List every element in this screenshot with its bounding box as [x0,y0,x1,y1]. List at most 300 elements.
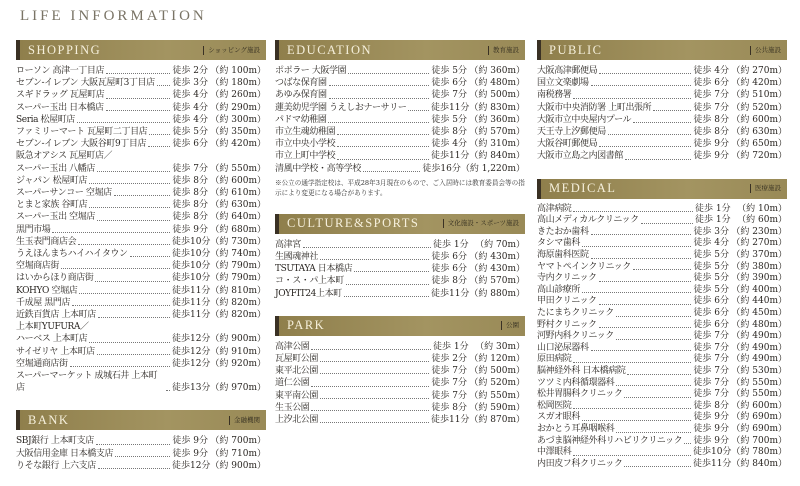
walk-time: 徒歩 6分 [693,319,730,330]
education-list [275,65,525,175]
list-item [275,65,525,77]
walk-time: 徒歩 7分 [431,366,468,377]
list-item [16,211,266,223]
list-item [275,114,525,126]
list-item [275,239,525,251]
facility-name: はいからほり商店街 [16,273,94,284]
dot-leader [627,374,691,375]
walk-time: 徒歩 9分 [172,448,209,459]
dot-leader [653,110,691,111]
distance: （約 120m） [469,354,525,365]
facility-name: 上汐北公園 [275,415,319,426]
distance: （約 490m） [731,354,787,365]
walk-time: 徒歩11分 [692,458,732,469]
dot-leader [89,183,170,184]
distance: （約 430m） [469,252,525,263]
walk-time: 徒歩 8分 [431,127,468,138]
facility-name: 高津公園 [275,341,310,352]
list-item [275,341,525,353]
list-item [537,262,787,274]
distance: （約 790m） [210,273,266,284]
dot-leader [114,195,171,196]
public-header-title: PUBLIC [549,42,603,57]
dot-leader [344,296,429,297]
public-header-subtitle: 公共施設 [750,46,781,55]
dot-leader [363,171,420,172]
walk-time: 徒歩 1分 [695,215,731,226]
facility-name: スーパーサンコー 空堀店 [16,188,112,199]
facility-name: JOYFIT24上本町 [275,288,342,299]
list-item [16,260,266,272]
distance: （約 610m） [210,188,266,199]
dot-leader [52,232,170,233]
education-header-title: EDUCATION [287,42,373,57]
list-item [537,343,787,355]
walk-time: 徒歩 8分 [172,200,209,211]
dot-leader [106,110,171,111]
distance: （約 550m） [469,390,525,401]
list-item [537,436,787,448]
list-item [537,459,787,471]
distance: （約 270m） [731,238,787,249]
list-item-name-prefix [16,150,266,162]
dot-leader [624,397,691,398]
list-item [537,285,787,297]
walk-time: 徒歩 6分 [693,307,730,318]
walk-time: 徒歩 3分 [172,78,209,89]
culture-header-title: CULTURE&SPORTS [287,216,420,231]
walk-time: 徒歩11分 [171,285,211,296]
shopping-header-title: SHOPPING [28,42,102,57]
medical-header [537,179,787,199]
distance: （約 920m） [210,358,266,369]
dot-leader [89,207,170,208]
walk-time: 徒歩 4分 [172,102,209,113]
walk-time: 徒歩11分 [430,288,470,299]
list-item [16,126,266,138]
walk-time: 徒歩 7分 [172,163,209,174]
list-item [537,296,787,308]
dot-leader [311,386,429,387]
list-item [16,102,266,114]
walk-time: 徒歩 6分 [431,264,468,275]
distance: （約 700m） [210,436,266,447]
facility-name: 脳神経外科 日本橋病院 [537,365,626,376]
walk-time: 徒歩11分 [171,297,211,308]
park-header [275,316,525,336]
list-item [537,138,787,150]
list-item [16,138,266,150]
walk-time: 徒歩 9分 [693,423,730,434]
walk-time: 徒歩 1分 [433,341,469,352]
dot-leader [337,159,429,160]
park-header-title: PARK [287,318,326,333]
facility-name: スガオ眼科 [537,412,581,423]
distance: （約 290m） [210,102,266,113]
walk-time: 徒歩 7分 [693,102,730,113]
list-item [16,285,266,297]
facility-name: うえほんまちハイハイタウン [16,249,128,260]
walk-time: 徒歩11分 [430,151,470,162]
dot-leader [633,122,691,123]
facility-name: 大阪高津郵便局 [537,66,598,76]
facility-name: 生國魂神社 [275,252,319,263]
facility-name: セブン-イレブン 大阪瓦屋町3丁目店 [16,78,155,89]
facility-name: 大阪谷町郵便局 [537,139,598,150]
section-education [275,40,525,175]
facility-name: 空堀通商店街 [16,358,68,369]
dot-leader [625,159,691,160]
dot-leader [599,304,692,305]
facility-name: スーパー玉出 日本橋店 [16,102,104,113]
facility-name: 野村クリニック [537,319,597,330]
facility-name: きたおか歯科 [537,226,589,237]
facility-name: 東平南公園 [275,390,319,401]
dot-leader [97,354,170,355]
list-item [275,163,525,175]
distance: （約 60m） [737,215,787,226]
list-item [537,412,787,424]
walk-time: 徒歩12分 [171,460,211,471]
dot-leader [166,390,170,391]
distance: （約 490m） [731,342,787,353]
dot-leader [328,122,429,123]
distance: （約 550m） [731,389,787,400]
distance: （約 500m） [469,366,525,377]
list-item [16,358,266,370]
facility-name: ファミリーマート 瓦屋町二丁目店 [16,127,148,138]
walk-time: 徒歩12分 [171,334,211,345]
facility-name: SBJ銀行 上本町支店 [16,436,94,447]
distance: （約 420m） [210,139,266,150]
dot-leader [624,466,691,467]
facility-name: サイゼリヤ 上本町店 [16,346,95,357]
list-item [16,370,266,394]
dot-leader [348,73,429,74]
list-item [275,150,525,162]
list-item [537,401,787,413]
distance: （約 520m） [731,102,787,113]
walk-time: 徒歩 8分 [693,127,730,138]
list-item [16,175,266,187]
list-item [537,204,787,216]
facility-name: おかとう耳鼻咽喉科 [537,423,615,434]
culture-header [275,214,525,234]
dot-leader [149,134,170,135]
facility-name: 南税務署 [537,90,572,101]
facility-name: 山口泌尿器科 [537,342,589,353]
list-item [16,199,266,211]
dot-leader [599,327,692,328]
dot-leader [98,468,170,469]
walk-time: 徒歩 1分 [433,239,469,250]
list-item [537,354,787,366]
dot-leader [70,366,170,367]
section-medical [537,179,787,471]
facility-name: スーパー玉出 八幡店 [16,163,95,174]
distance: （約 630m） [731,127,787,138]
dot-leader [320,259,429,260]
list-item [16,236,266,248]
list-item [275,365,525,377]
education-header-subtitle: 教育施設 [488,46,519,55]
distance: （約 830m） [469,102,525,113]
distance: （約 10m） [737,203,787,214]
walk-time: 徒歩12分 [171,346,211,357]
facility-name: 松井胃腸科クリニック [537,389,623,400]
walk-time: 徒歩 8分 [431,276,468,287]
facility-name: たにまちクリニック [537,307,614,318]
facility-name: 蓮美幼児学園 うえしおナーサリー [275,102,407,113]
distance: （約 690m） [731,423,787,434]
facility-name: 生玉公園 [275,402,310,413]
dot-leader [616,385,691,386]
walk-time: 徒歩 5分 [693,273,730,284]
facility-name: 道仁公園 [275,378,310,389]
bank-header-title: BANK [28,412,70,427]
facility-name: ハーベス 上本町店 [16,334,88,345]
facility-name: ツツミ内科循環器科 [537,377,615,388]
walk-time: 徒歩 9分 [693,412,730,423]
walk-time: 徒歩 2分 [431,354,468,365]
education-note: ※公立の通学指定校は、平成28年3月現在のもので、ご入居時には教育委員会等の指示により変更になる場合があります。 [275,178,525,197]
dot-leader [89,342,170,343]
facility-name: 市立上町中学校 [275,151,336,162]
dot-leader [329,85,430,86]
list-item [16,448,266,460]
facility-name: セブン-イレブン 大阪谷町9丁目店 [16,139,147,150]
distance: （約 350m） [210,127,266,138]
park-header-subtitle: 公園 [501,321,519,330]
list-item [275,353,525,365]
dot-leader [408,110,429,111]
list-item [275,402,525,414]
walk-time: 徒歩 9分 [693,435,730,446]
facility-name: ポポラー 大阪学園 [275,66,347,76]
facility-name: 国立文楽劇場 [537,78,589,89]
shopping-header-subtitle: ショッピング施設 [203,46,260,55]
distance: （約 230m） [731,226,787,237]
dot-leader [96,444,171,445]
dot-leader [573,408,691,409]
list-item [537,126,787,138]
facility-name: KOHYO 空堀店 [16,285,78,296]
walk-time: 徒歩10分 [692,447,732,458]
list-item [275,126,525,138]
walk-time: 徒歩 9分 [693,151,730,162]
facility-name: あゆみ保育園 [275,90,327,101]
dot-leader [97,171,170,172]
dot-leader [72,305,170,306]
list-item [275,390,525,402]
dot-leader [61,268,170,269]
list-item [275,263,525,275]
list-item [537,424,787,436]
facility-name: ジャパン 松屋町店 [16,175,88,186]
facility-name: 甲田クリニック [537,296,597,307]
list-item [16,114,266,126]
distance: （約 570m） [469,276,525,287]
walk-time: 徒歩 5分 [431,66,468,76]
distance: （約 680m） [210,224,266,235]
education-header [275,40,525,60]
walk-time: 徒歩 8分 [693,114,730,125]
distance: （約 820m） [210,297,266,308]
list-item [537,77,787,89]
walk-time: 徒歩 5分 [693,284,730,295]
walk-time: 徒歩 9分 [172,224,209,235]
list-item [16,163,266,175]
walk-time: 徒歩 8分 [172,212,209,223]
distance: （約 600m） [210,175,266,186]
facility-name: 原田病院 [537,354,572,365]
dot-leader [311,410,429,411]
facility-name: 高津病院 [537,203,572,214]
list-item [537,89,787,101]
dot-leader [320,422,429,423]
list-item [537,102,787,114]
park-list [275,341,525,426]
dot-leader [591,258,692,259]
list-item [275,89,525,101]
distance: （約 870m） [469,415,525,426]
dot-leader [591,350,692,351]
dot-leader [684,443,691,444]
facility-name: 大阪市立中央屋内プール [537,114,632,125]
list-item [275,251,525,263]
walk-time: 徒歩 8分 [172,188,209,199]
culture-list [275,239,525,300]
walk-time: 徒歩 8分 [172,175,209,186]
distance: （約 480m） [731,319,787,330]
distance: （約 430m） [469,264,525,275]
facility-name: 市立生魂幼稚園 [275,127,336,138]
dot-leader [337,134,429,135]
list-item [537,250,787,262]
list-item [537,331,787,343]
list-item [537,227,787,239]
distance: （約 360m） [469,114,525,125]
distance: （約 910m） [210,346,266,357]
public-list [537,65,787,163]
distance: （約 70m） [475,239,525,250]
distance: （約 880m） [469,288,525,299]
distance: （約 520m） [469,378,525,389]
dot-leader [599,73,691,74]
facility-name: Seria 松屋町店 [16,114,75,125]
dot-leader [97,220,170,221]
walk-time: 徒歩 4分 [172,90,209,101]
dot-leader [95,281,170,282]
dot-leader [320,361,429,362]
dot-leader [78,244,170,245]
list-item [16,435,266,447]
list-item [275,77,525,89]
walk-time: 徒歩 8分 [431,402,468,413]
distance: （約 640m） [210,212,266,223]
distance: （約 490m） [731,331,787,342]
facility-name: 黒門市場 [16,224,51,235]
distance: （約 790m） [210,261,266,272]
list-item [16,272,266,284]
walk-time: 徒歩 6分 [431,252,468,263]
distance: （約 690m） [731,412,787,423]
public-header [537,40,787,60]
facility-name: 中澤眼科 [537,447,572,458]
facility-name: 空堀商店街 [16,261,60,272]
facility-name: 東平北公園 [275,366,319,377]
dot-leader [616,432,691,433]
walk-time: 徒歩 5分 [431,114,468,125]
dot-leader [573,211,693,212]
list-item [16,77,266,89]
list-item [537,389,787,401]
dot-leader [616,316,692,317]
distance: （約 590m） [469,402,525,413]
walk-time: 徒歩12分 [171,358,211,369]
dot-leader [106,98,170,99]
list-item [537,320,787,332]
section-bank [16,410,266,472]
distance: （約 500m） [469,90,525,101]
walk-time: 徒歩 7分 [431,90,468,101]
distance: （約 420m） [731,78,787,89]
dot-leader [599,281,692,282]
facility-name: 清風中学校・高等学校 [275,163,362,174]
walk-time: 徒歩 7分 [693,331,730,342]
walk-time: 徒歩 7分 [693,90,730,101]
walk-time: 徒歩 6分 [431,78,468,89]
walk-time: 徒歩 9分 [172,436,209,447]
walk-time: 徒歩 7分 [693,389,730,400]
walk-time: 徒歩 5分 [693,261,730,272]
dot-leader [157,85,171,86]
list-item-name-prefix [16,321,266,333]
section-shopping [16,40,266,394]
dot-leader [582,246,691,247]
walk-time: 徒歩 7分 [693,377,730,388]
walk-time: 徒歩 7分 [693,342,730,353]
facility-name: あづま脳神経外科リハビリクリニック [537,435,683,446]
facility-name: 高山診療所 [537,284,581,295]
walk-time: 徒歩16分 [422,163,461,174]
distance: （約 720m） [731,151,787,162]
distance: （約 840m） [469,151,525,162]
walk-time: 徒歩 7分 [431,390,468,401]
list-item [16,224,266,236]
dot-leader [573,98,691,99]
dot-leader [591,85,692,86]
walk-time: 徒歩10分 [171,249,211,260]
distance: （約 710m） [210,448,266,459]
facility-name: パドマ幼稚園 [275,114,327,125]
distance: （約 510m） [731,90,787,101]
list-item [16,460,266,472]
distance: （約 840m） [731,458,787,469]
list-item [16,89,266,101]
distance: （約 180m） [210,78,266,89]
list-item [16,65,266,77]
section-culture [275,214,525,300]
distance: （約 820m） [210,310,266,321]
dot-leader [303,247,431,248]
list-item [275,414,525,426]
list-item [16,297,266,309]
dot-leader [573,362,691,363]
dot-leader [311,349,431,350]
distance: （約 380m） [731,261,787,272]
dot-leader [608,134,692,135]
